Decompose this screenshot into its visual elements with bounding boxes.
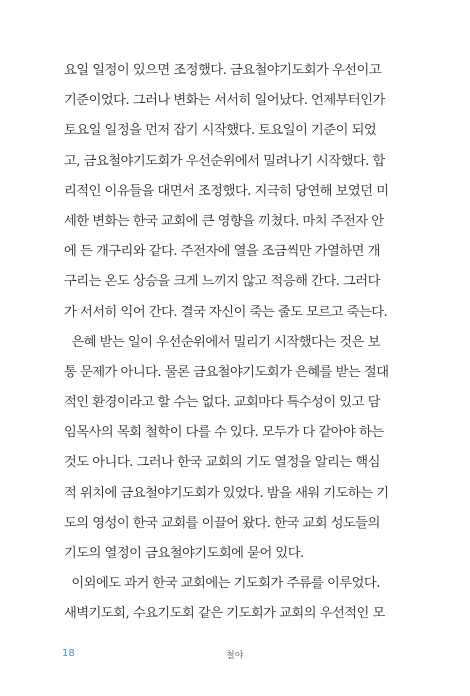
text-line: 리적인 이유들을 대면서 조정했다. 지극히 당연해 보였던 미: [64, 183, 389, 199]
text-line: 구리는 온도 상승을 크게 느끼지 않고 적응해 간다. 그러다: [64, 274, 380, 290]
text-line: 도의 영성이 한국 교회를 이끌어 왔다. 한국 교회 성도들의: [64, 515, 380, 531]
text-line: 새벽기도회, 수요기도회 같은 기도회가 교회의 우선적인 모: [64, 606, 385, 622]
text-line: 통 문제가 아니다. 물론 금요철야기도회가 은혜를 받는 절대: [64, 364, 389, 380]
running-footer-title: 철야: [226, 651, 244, 661]
text-line: 적 위치에 금요철야기도회가 있었다. 밤을 새워 기도하는 기: [64, 485, 389, 501]
text-line: 에 든 개구리와 같다. 주전자에 열을 조금씩만 가열하면 개: [64, 244, 380, 260]
text-line: 적인 환경이라고 할 수는 없다. 교회마다 특수성이 있고 담: [64, 395, 380, 411]
text-line: 가 서서히 익어 간다. 결국 자신이 죽는 줄도 모르고 죽는다.: [64, 304, 388, 320]
text-line: 요일 일정이 있으면 조정했다. 금요철야기도회가 우선이고: [64, 63, 382, 78]
text-line: 고, 금요철야기도회가 우선순위에서 밀려나기 시작했다. 합: [64, 153, 385, 169]
text-line: 임목사의 목회 철학이 다를 수 있다. 모두가 다 같아야 하는: [64, 425, 384, 441]
text-line: 토요일 일정을 먼저 잡기 시작했다. 토요일이 기준이 되었: [64, 123, 377, 139]
text-line: 은혜 받는 일이 우선순위에서 밀리기 시작했다는 것은 보: [64, 334, 380, 350]
text-line: 기도의 열정이 금요철야기도회에 묻어 있다.: [64, 546, 304, 561]
text-line: 기준이었다. 그러나 변화는 서서히 일어났다. 언제부터인가: [64, 93, 385, 109]
text-line: 세한 변화는 한국 교회에 큰 영향을 끼쳤다. 마치 주전자 안: [64, 213, 384, 229]
page-number: 18: [62, 648, 75, 659]
body-text: [64, 56, 394, 630]
text-line: 것도 아니다. 그러나 한국 교회의 기도 열정을 알리는 핵심: [64, 455, 380, 471]
text-line: 이외에도 과거 한국 교회에는 기도회가 주류를 이루었다.: [64, 576, 380, 592]
